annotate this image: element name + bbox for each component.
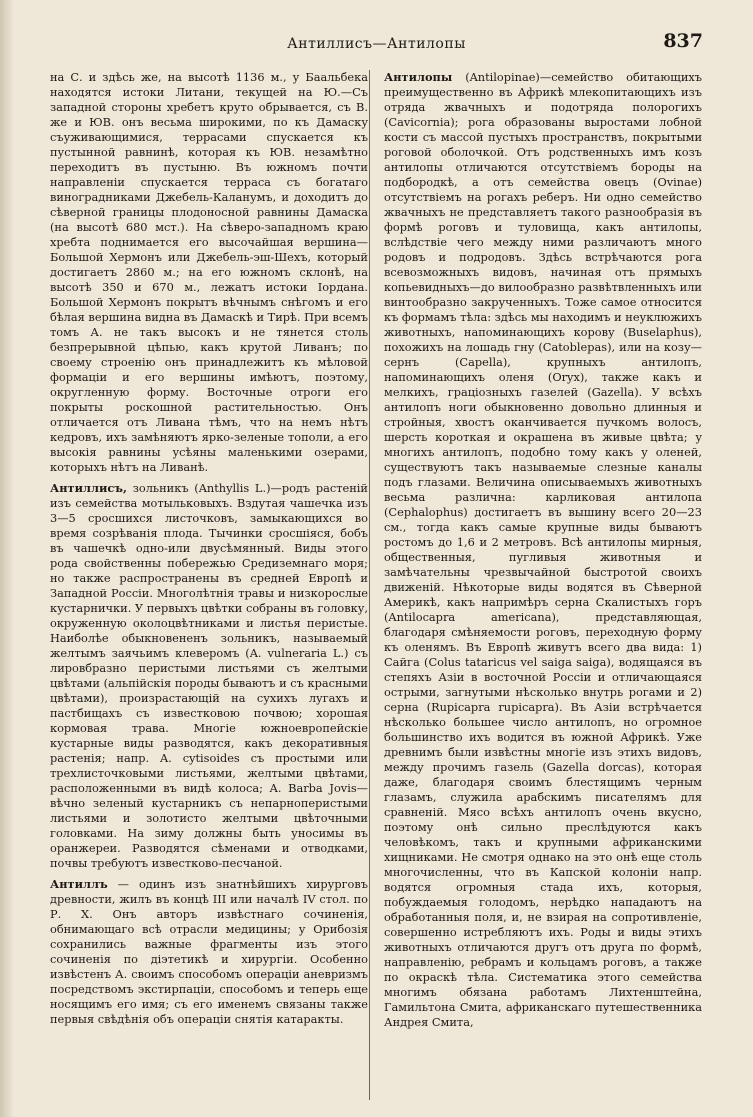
entry-body: (Antilopinae)—семейство обитающихъ преимущественно въ Африкѣ млекопитающихъ изъ отряда жвачныхъ и подотряда полорогихъ (Cavicornia); рога образованы выростами лобной кости съ массой пустыхъ пространствъ, покрытыми роговой оболочкой. Отъ родственныхъ имъ козъ антилопы отличаются отсутствіемъ бороды на подбородкѣ, а отъ семейства овецъ (Ovinae) отсутствіемъ на рогахъ реберъ. Ни одно семейство жвачныхъ не представляетъ такого разнообразія въ формѣ роговъ и туловища, какъ антилопы, вслѣдствіе чего между ними различаютъ много родовъ и подродовъ. Здѣсь встрѣчаются рога всевозможныхъ видовъ, начиная отъ прямыхъ копьевидныхъ—до вилообразно развѣтвленныхъ или винтообразно закрученныхъ. Тоже самое относится къ формамъ тѣла: здѣсь мы находимъ и неуклюжихъ животныхъ, напоминающихъ корову (Buselaphus), похожихъ на лошадь гну (Catoblepas), или на козу—сернъ (Capella), крупныхъ антилопъ, напоминающихъ оленя (Oryx), также какъ и мелкихъ, граціозныхъ газелей (Gazella). У всѣхъ антилопъ ноги обыкновенно довольно длинныя и стройныя, хвостъ оканчивается пучкомъ волосъ, шерсть короткая и окрашена въ живые цвѣта; у многихъ антилопъ, подобно тому какъ у оленей, существуютъ такъ называемые слезные каналы подъ глазами. Величина описываемыхъ животныхъ весьма различна: карликовая антилопа (Cephalophus) достигаетъ въ вышину всего 20—23 см., тогда какъ самые крупные виды бываютъ ростомъ до 1,6 и 2 метровъ. Всѣ антилопы мирныя, общественныя, пугливыя животныя и замѣчательны чрезвычайной быстротой своихъ движеній. Нѣкоторые виды водятся въ Сѣверной Америкѣ, какъ напримѣръ серна Скалистыхъ горъ (Antilocapra americana), представляющая, благодаря смѣняемости роговъ, переходную форму къ оленямъ. Въ Европѣ живутъ всего два вида: 1) Сайга (Colus tataricus vel saiga saiga), водящаяся въ степяхъ Азіи в восточной Россіи и отличающаяся острыми, загнутыми нѣсколько внутрь рогами и 2) серна (Rupicapra rupicapra). Въ Азіи встрѣчается нѣсколько большее число антилопъ, но огромное большинство ихъ водится въ южной Африкѣ. Уже древнимъ были извѣстны многіе изъ этихъ видовъ, между прочимъ газель (Gazella dorcas), которая даже, благодаря своимъ блестящимъ черным глазамъ, служила арабскимъ писателямъ для сравненій. Мясо всѣхъ антилопъ очень вкусно, поэтому онѣ сильно преслѣдуются какъ человѣкомъ, такъ и крупными африканскими хищниками. Не смотря однако на это онѣ еще столь многочисленны, что въ Капской колоніи напр. водятся огромныя стада ихъ, которыя, побуждаемыя голодомъ, нерѣдко нападаютъ на обработанныя поля, и, не взирая на сопротивленіе, совершенно истребляютъ ихъ. Роды и виды этихъ животныхъ отличаются другъ отъ друга по формѣ, направленію, ребрамъ и кольцамъ роговъ, а также по окраскѣ тѣла. Систематика этого семейства многимъ обязана работамъ Лихтенштейна, Гамильтона Смита, африканскаго путешественника Андрея Смита, bbox=[384, 70, 703, 1029]
entry-antillus bbox=[50, 877, 368, 1027]
right-column bbox=[384, 70, 702, 1030]
entry-antilopes bbox=[384, 70, 702, 1030]
antilivan-text: на С. и здѣсь же, на высотѣ 1136 м., у Баальбека находятся истоки Литани, текущей на Ю.—Съ западной стороны хребетъ круто обрывается, съ В. же и ЮВ. онъ весьма широкими, по къ Дамаску съуживающимися, террасами спускается къ пустынной равнинѣ, которая къ ЮВ. незамѣтно переходитъ въ пустыню. Въ южномъ почти направленіи спускается терраса съ богатаго виноградниками Джебель-Каланумъ, и доходитъ до сѣверной границы плодоносной равнины Дамаска (на высотѣ 680 мст.). На сѣверо-западномъ краю хребта поднимается его высочайшая вершина—Большой Хермонъ или Джебель-эш-Шехъ, который достигаетъ 2860 м.; на его южномъ склонѣ, на высотѣ 350 и 670 м., лежатъ истоки Іордана. Большой Хермонъ покрытъ вѣчнымъ снѣгомъ и его бѣлая вершина видна въ Дамаскѣ и Тирѣ. При всемъ томъ А. не такъ высокъ и не тянется столь безпрерывной цѣпью, какъ крутой Ливанъ; по своему строенію онъ принадлежитъ къ мѣловой формаціи и его вершины имѣютъ, поэтому, округленную форму. Восточные отроги его покрыты роскошной растительностью. Онъ отличается отъ Ливана тѣмъ, что на немъ нѣтъ кедровъ, ихъ замѣняютъ ярко-зеленые тополи, а его высокія равнины усѣяны маленькими озерами, которыхъ нѣтъ на Ливанѣ. bbox=[50, 70, 368, 474]
entry-headword: Антилопы bbox=[384, 70, 453, 84]
column-divider bbox=[369, 70, 370, 1100]
antilivan-continuation bbox=[50, 70, 368, 475]
running-title: Антиллисъ—Антилопы bbox=[287, 36, 466, 52]
entry-body: зольникъ (Anthyllis L.)—родъ растеній изъ семейства мотыльковыхъ. Вздутая чашечка изъ 3—5 сросшихся листочковъ, замыкающихся во время созрѣванія плода. Тычинки сросшіяся, бобъ въ чашечкѣ одно-или двусѣмянный. Виды этого рода свойственны побережью Средиземнаго моря; но также распространены въ средней Европѣ и Западной Россіи. Многолѣтнія травы и низкорослые кустарнички. У первыхъ цвѣтки собраны въ головку, окруженную околоцвѣтниками и листья перистые. Наиболѣе обыкновененъ зольникъ, называемый желтымъ заячьимъ клеверомъ (A. vulneraria L.) съ лировбразно перистыми листьями съ желтыми цвѣтами (альпійскія породы бываютъ и съ красными цвѣтами), произрастающій на сухихъ лугахъ и пастбищахъ съ известковою почвою; хорошая кормовая трава. Многіе южноевропейскіе кустарные виды разводятся, какъ декоративныя растенія; напр. A. cytisoides съ простыми или трехлисточковыми листьями, желтыми цвѣтами, расположенными въ видѣ колоса; A. Barba Jovis—вѣчно зеленый кустарникъ съ непарноперистыми листьями и золотисто желтыми цвѣточными головками. На зиму должны быть уносимы въ оранжереи. Разводятся сѣменами и отводками, почвы требуютъ известково-песчаной. bbox=[50, 481, 368, 870]
entry-headword: Антиллисъ, bbox=[50, 481, 127, 495]
entry-headword: Антиллъ bbox=[50, 877, 108, 891]
entry-anthyllis bbox=[50, 481, 368, 871]
page-fold-shadow bbox=[0, 0, 14, 1117]
left-column bbox=[50, 70, 368, 1027]
page-number: 837 bbox=[663, 30, 703, 52]
entry-body: — одинъ изъ знатнѣйшихъ хирурговъ древности, жилъ въ концѣ III или началѣ IV стол. по Р. Х. Онъ авторъ извѣстнаго сочиненія, обнимающаго всѣ отрасли медицины; у Орибозія сохранились важные фрагменты изъ этого сочиненія по діэтетикѣ и хирургіи. Особенно извѣстенъ А. своимъ способомъ операціи аневризмъ посредствомъ экстирпаціи, способомъ и теперь еще носящимъ его имя; съ его именемъ связаны также первыя свѣдѣнія объ операціи снятія катаракты. bbox=[50, 877, 368, 1026]
